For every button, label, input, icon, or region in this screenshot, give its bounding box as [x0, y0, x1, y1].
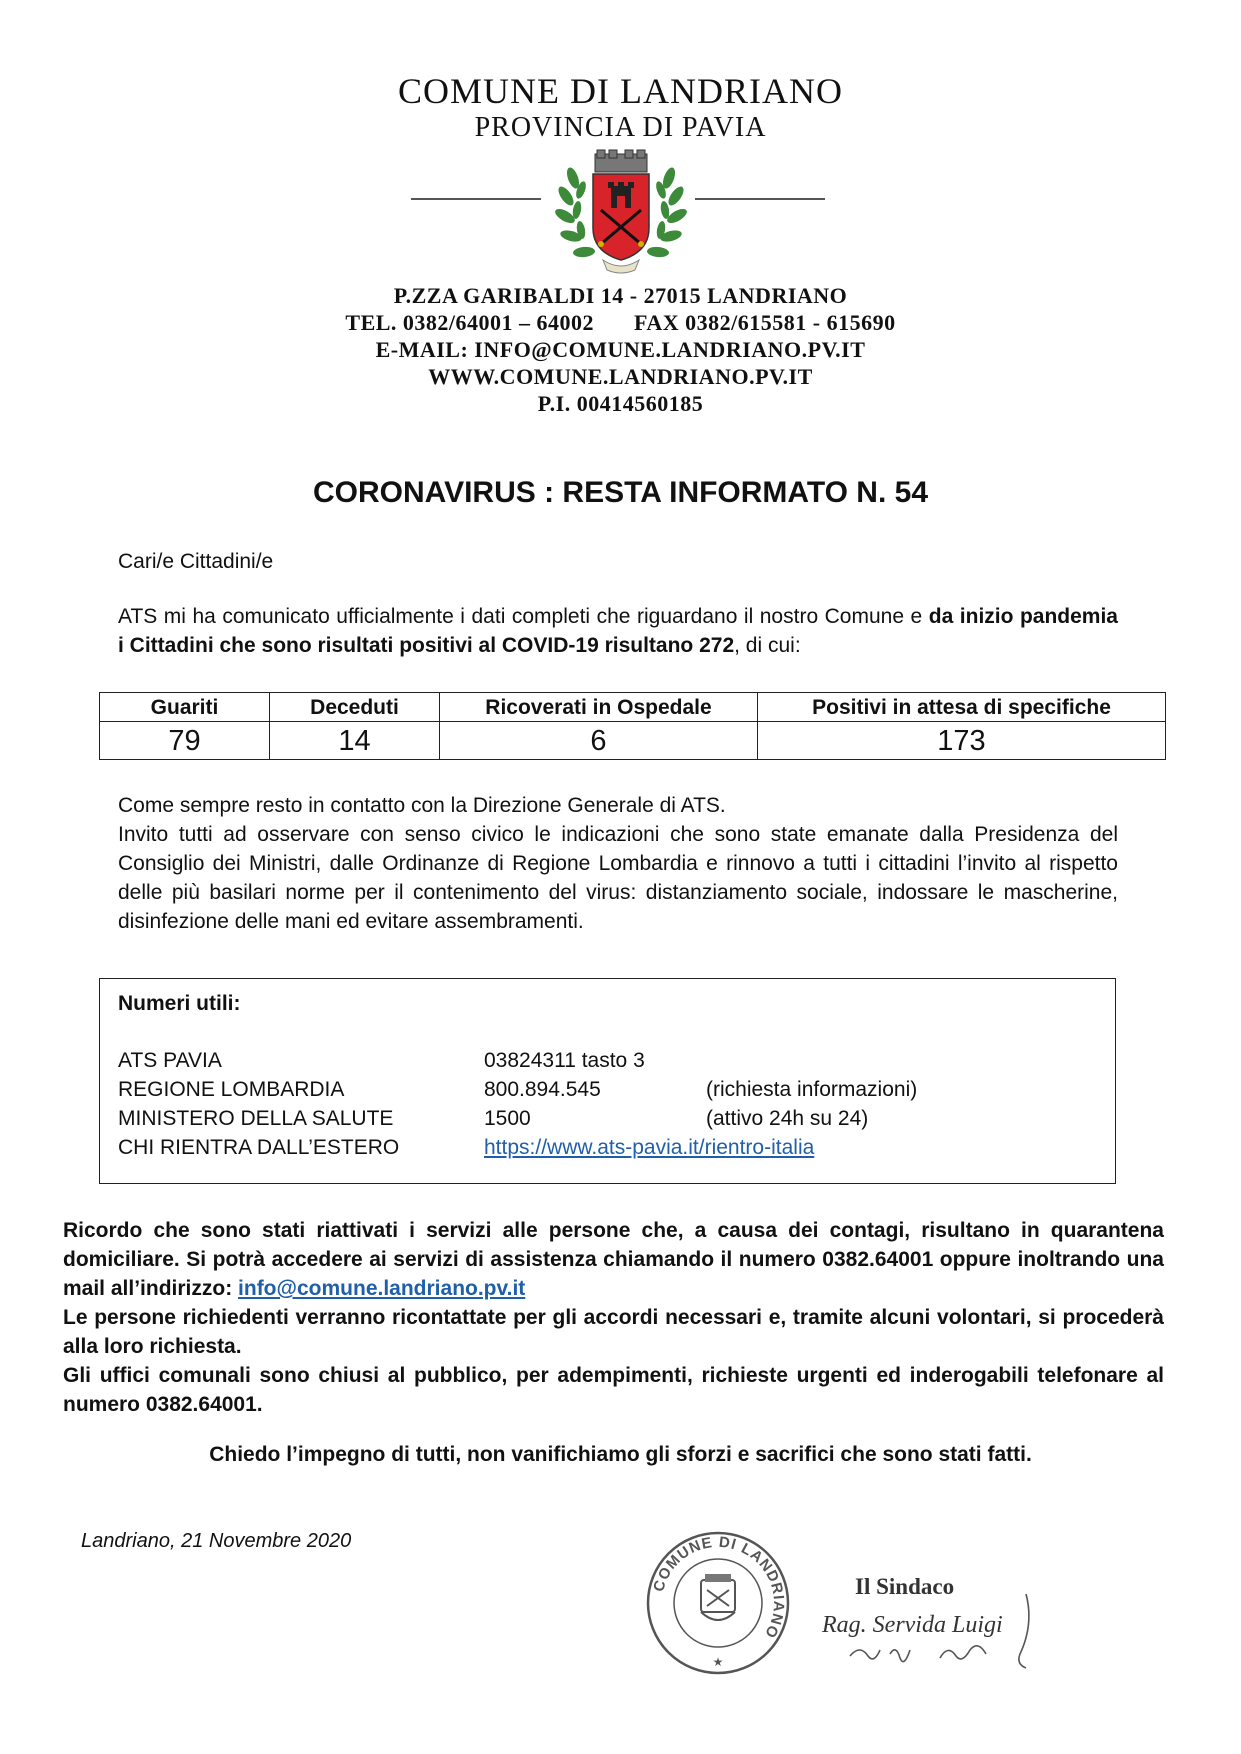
svg-text:COMUNE DI LANDRIANO: COMUNE DI LANDRIANO — [650, 1533, 788, 1642]
mayor-name: Rag. Servida Luigi — [822, 1612, 1003, 1638]
header-rule-left — [411, 198, 541, 200]
covid-stats-table — [99, 692, 1166, 760]
table-row — [100, 722, 1166, 760]
document-title: CORONAVIRUS : RESTA INFORMATO N. 54 — [312, 476, 929, 509]
document-date: Landriano, 21 Novembre 2020 — [81, 1530, 352, 1552]
intro-paragraph — [118, 602, 1118, 660]
contact-name: REGIONE LOMBARDIA — [118, 1078, 345, 1101]
intro-highlight: da inizio pandemia i Cittadini che sono risultati positivi al COVID-19 risultano 272 — [118, 605, 1118, 657]
website-line: WWW.COMUNE.LANDRIANO.PV.IT — [428, 364, 813, 389]
contact-number: 03824311 tasto 3 — [484, 1049, 645, 1072]
notice-paragraph-2: Le persone richiedenti verranno ricontattate per gli accordi necessari e, tramite alcuni volontari, si procederà alla loro richiesta. — [63, 1306, 1164, 1358]
province-subtitle: PROVINCIA DI PAVIA — [474, 112, 767, 143]
body-paragraph — [118, 791, 1118, 936]
body-line-1: Come sempre resto in contatto con la Direzione Generale di ATS. — [118, 794, 726, 817]
contact-name: ATS PAVIA — [118, 1049, 222, 1072]
closing-statement: Chiedo l’impegno di tutti, non vanifichiamo gli sforzi e sacrifici che sono stati fatti. — [209, 1443, 1032, 1466]
email-link[interactable]: info@comune.landriano.pv.it — [238, 1277, 526, 1300]
header-hospitalized: Ricoverati in Ospedale — [440, 693, 758, 722]
value-deceased: 14 — [270, 722, 440, 760]
phone-numbers: TEL. 0382/64001 – 64002 — [345, 310, 595, 335]
contact-number: 1500 — [484, 1107, 531, 1130]
value-recovered: 79 — [100, 722, 270, 760]
notice-section — [63, 1216, 1164, 1419]
body-line-2: Invito tutti ad osservare con senso civico le indicazioni che sono state emanate dalla Presidenza del Consiglio dei Ministri, dalle Ordinanze di Regione Lombardia e rinnovo a tutti i cittadini l’invito al rispetto delle più basilari norme per il contenimento del virus: distanziamento sociale, indossare le mascherine, disinfezione delle mani ed evitare assembramenti. — [118, 823, 1118, 933]
contact-name: CHI RIENTRA DALL’ESTERO — [118, 1136, 400, 1159]
contact-name: MINISTERO DELLA SALUTE — [118, 1107, 394, 1130]
contact-note: (attivo 24h su 24) — [706, 1107, 869, 1130]
coat-of-arms-icon — [551, 148, 691, 278]
useful-numbers-box — [99, 978, 1116, 1184]
address-line: P.ZZA GARIBALDI 14 - 27015 LANDRIANO — [393, 283, 848, 308]
fax-numbers: FAX 0382/615581 - 615690 — [634, 310, 896, 335]
header-rule-right — [695, 198, 825, 200]
notice-paragraph-3: Gli uffici comunali sono chiusi al pubblico, per adempimenti, richieste urgenti ed inderogabili telefonare al numero 0382.64001. — [63, 1364, 1164, 1416]
handwritten-signature-icon — [830, 1584, 1060, 1674]
municipal-stamp-icon — [643, 1528, 793, 1678]
useful-numbers-title: Numeri utili: — [118, 992, 241, 1015]
vat-line: P.I. 00414560185 — [537, 391, 704, 416]
rientro-italia-link[interactable]: https://www.ats-pavia.it/rientro-italia — [484, 1136, 815, 1159]
value-hospitalized: 6 — [440, 722, 758, 760]
value-pending: 173 — [758, 722, 1166, 760]
notice-text: Ricordo che sono stati riattivati i servizi alle persone che, a causa dei contagi, risultano in quarantena domiciliare. Si potrà accedere ai servizi di assistenza chiamando il numero 0382.64001 oppure inoltrando una mail all’indirizzo: — [63, 1219, 1164, 1300]
intro-end: , di cui: — [734, 634, 801, 657]
intro-text: ATS mi ha comunicato ufficialmente i dati completi che riguardano il nostro Comune e — [118, 605, 929, 628]
header-pending: Positivi in attesa di specifiche — [758, 693, 1166, 722]
notice-paragraph-1 — [63, 1216, 1164, 1303]
header-deceased: Deceduti — [270, 693, 440, 722]
mayor-title: Il Sindaco — [855, 1574, 955, 1599]
municipality-title: COMUNE DI LANDRIANO — [398, 71, 843, 111]
header-recovered: Guariti — [100, 693, 270, 722]
table-header-row — [100, 693, 1166, 722]
contact-number: 800.894.545 — [484, 1078, 601, 1101]
contact-note: (richiesta informazioni) — [706, 1078, 918, 1101]
greeting: Cari/e Cittadini/e — [118, 550, 274, 573]
svg-text:★: ★ — [712, 1655, 724, 1669]
email-line: E-MAIL: INFO@COMUNE.LANDRIANO.PV.IT — [375, 337, 866, 362]
phone-fax-line — [0, 310, 1241, 336]
